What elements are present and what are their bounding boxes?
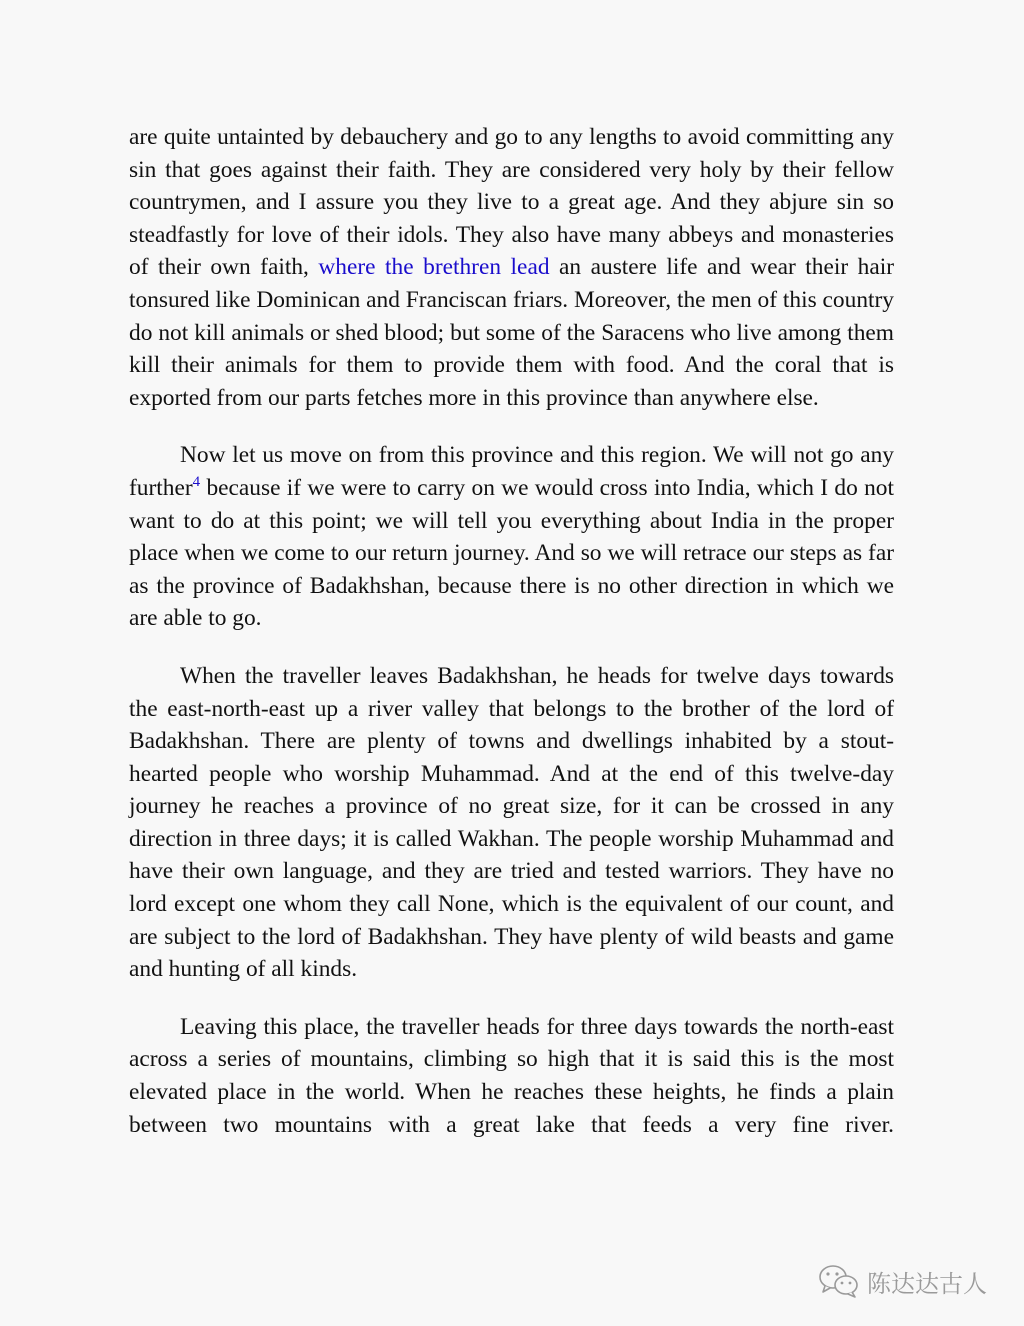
- inline-link[interactable]: where the brethren lead: [318, 254, 550, 281]
- paragraph-4: Leaving this place, the traveller heads for three days towards the north-east across a series of mountains, climbing so high that it is said this is the most elevated place in the world. When he reaches these heights, he finds a plain between two mountains with a great lake that feeds a very fine river.: [129, 1013, 894, 1138]
- paragraph-2-text-after: because if we were to carry on we would cross into India, which I do not want to do at this point; we will tell you everything about India in the proper place when we come to our return journey. And so we will retrace our steps as far as the province of Badakhshan, because there is no other direction in which we are able to go.: [129, 474, 894, 632]
- footnote-reference[interactable]: 4: [192, 473, 201, 490]
- paragraph-2-text-before: Now let us move on from this province and this region. We will not go any further: [129, 442, 894, 501]
- wechat-icon: [817, 1263, 861, 1299]
- watermark: [817, 1263, 987, 1299]
- paragraph-1-text-before: are quite untainted by debauchery and go to any lengths to avoid committing any sin that goes against their faith. They are considered very holy by their fellow countrymen, and I assure you they live to a great age. And they abjure sin so steadfastly for love of their idols. They also have many abbeys and monasteries of their own faith,: [129, 124, 894, 281]
- watermark-text: 陈达达古人: [867, 1269, 987, 1298]
- paragraph-1-text-after: an austere life and wear their hair tonsured like Dominican and Franciscan friars. Moreover, the men of this country do not kill animals or shed blood; but some of the Saracens who live among them kill their animals for them to provide them with food. And the coral that is exported from our parts fetches more in this province than anywhere else.: [129, 254, 895, 411]
- paragraph-3: When the traveller leaves Badakhshan, he heads for twelve days towards the east-north-east up a river valley that belongs to the brother of the lord of Badakhshan. There are plenty of towns and dwellings inhabited by a stout-hearted people who worship Muhammad. And at the end of this twelve-day journey he reaches a province of no great size, for it can be crossed in any direction in three days; it is called Wakhan. The people worship Muhammad and have their own language, and they are tried and tested warriors. They have no lord except one whom they call None, which is the equivalent of our count, and are subject to the lord of Badakhshan. They have plenty of wild beasts and game and hunting of all kinds.: [129, 662, 894, 983]
- paragraph-1: [129, 121, 894, 414]
- document-page: [129, 121, 894, 1166]
- paragraph-2: [129, 439, 894, 635]
